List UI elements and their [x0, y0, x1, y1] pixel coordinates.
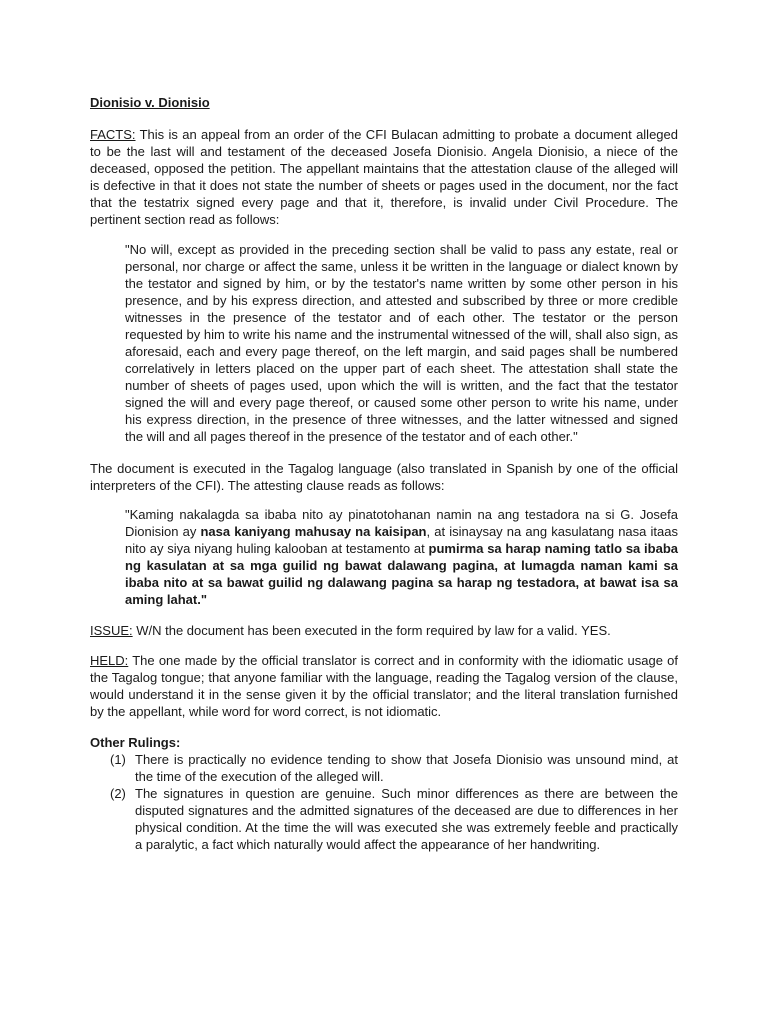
ruling-text: The signatures in question are genuine. Such minor differences as there are between the disputed signatures and the admitted signatures of the deceased are due to differences in her physical condition. At the time the will was executed she was extremely feeble and practically a paralytic, a fact which naturally would affect the appearance of her handwriting. [135, 786, 678, 852]
attesting-clause-part1: "Kaming nakalagda sa ibaba nito ay pinatotohanan namin na ang testadora na si G. Josefa Dionision ay [125, 507, 678, 539]
case-title: Dionisio v. Dionisio [90, 95, 210, 110]
issue-text: W/N the document has been executed in the form required by law for a valid. YES. [132, 623, 611, 638]
other-rulings-list [90, 751, 678, 853]
attesting-clause-bold2: pumirma sa harap naming tatlo sa ibaba ng kasulatan at sa mga guilid ng bawat dalawang pagina, at lumagda naman kami sa ibaba nito at sa bawat guilid ng dalawang pagina sa harap ng testadora, at bawat isa sa aming lahat." [125, 541, 678, 607]
attesting-clause-quote [125, 506, 678, 608]
statute-quote: "No will, except as provided in the preceding section shall be valid to pass any estate, real or personal, nor charge or affect the same, unless it be written in the language or dialect known by the testator and signed by him, or by the testator's name written by some other person in his presence, and by his express direction, and attested and subscribed by three or more credible witnesses in the presence of the testator and of each other. The testator or the person requested by him to write his name and the instrumental witnessed of the will, shall also sign, as aforesaid, each and every page thereof, on the left margin, and said pages shall be numbered correlatively in letters placed on the upper part of each sheet. The attestation shall state the number of sheets of pages used, upon which the will is written, and the fact that the testator signed the will and every page thereof, or caused some other person to write his name, under his express direction, in the presence of three witnesses, and the latter witnessed and signed the will and all pages thereof in the presence of the testator and of each other." [125, 242, 678, 444]
facts-label: FACTS: [90, 127, 136, 142]
list-item [110, 785, 678, 853]
issue-paragraph [90, 622, 678, 639]
ruling-text: There is practically no evidence tending to show that Josefa Dionisio was unsound mind, at the time of the execution of the alleged will. [135, 752, 678, 784]
ruling-number: (1) [110, 752, 126, 767]
held-label: HELD: [90, 653, 129, 668]
other-rulings-heading: Other Rulings: [90, 735, 181, 750]
facts-paragraph [90, 126, 678, 228]
issue-label: ISSUE: [90, 623, 133, 638]
document-body [90, 94, 678, 853]
facts-text: This is an appeal from an order of the CFI Bulacan admitting to probate a document alleged to be the last will and testament of the deceased Josefa Dionisio. Angela Dionisio, a niece of the deceased, opposed the petition. The appellant maintains that the attestation clause of the alleged will is defective in that it does not state the number of sheets or pages used in the document, nor the fact that the testatrix signed every page and that it, therefore, is invalid under Civil Procedure. The pertinent section read as follows: [90, 127, 678, 227]
spacer [90, 639, 678, 652]
document-paragraph: The document is executed in the Tagalog language (also translated in Spanish by one of the official interpreters of the CFI). The attesting clause reads as follows: [90, 461, 678, 493]
attesting-clause-bold1: nasa kaniyang mahusay na kaisipan [200, 524, 427, 539]
held-paragraph [90, 652, 678, 720]
list-item [110, 751, 678, 785]
held-text: The one made by the official translator is correct and in conformity with the idiomatic usage of the Tagalog tongue; that anyone familiar with the language, reading the Tagalog version of the clause, would understand it in the sense given it by the official translator; and the literal translation furnished by the appellant, while word for word correct, is not idiomatic. [90, 653, 678, 719]
attesting-clause-part2: , at isinaysay na ang kasulatang nasa itaas nito ay siya niyang huling kalooban at testamento at [125, 524, 678, 556]
ruling-number: (2) [110, 786, 126, 801]
